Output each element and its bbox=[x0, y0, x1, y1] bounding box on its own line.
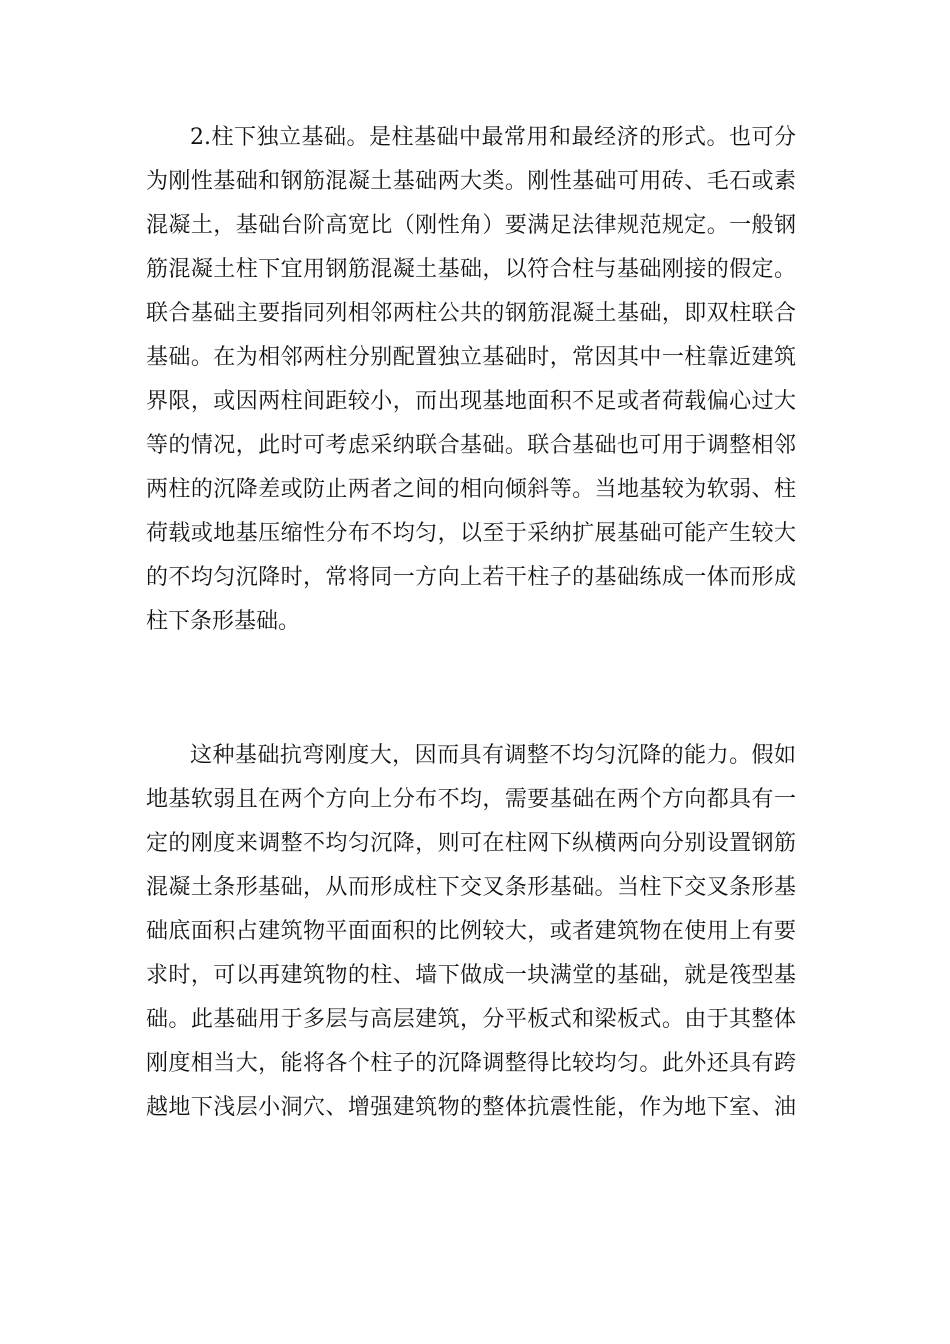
paragraph-line: 定的刚度来调整不均匀沉降，则可在柱网下纵横两向分别设置钢筋 bbox=[146, 831, 796, 856]
paragraph-line: 2.柱下独立基础。是柱基础中最常用和最经济的形式。也可分 bbox=[190, 125, 796, 150]
paragraph-line: 荷载或地基压缩性分布不均匀，以至于采纳扩展基础可能产生较大 bbox=[146, 521, 796, 546]
paragraph-line: 界限，或因两柱间距较小，而出现基地面积不足或者荷载偏心过大 bbox=[146, 389, 796, 414]
paragraph-line: 求时，可以再建筑物的柱、墙下做成一块满堂的基础，就是筏型基 bbox=[146, 963, 796, 988]
paragraph-line: 越地下浅层小洞穴、增强建筑物的整体抗震性能，作为地下室、油 bbox=[146, 1095, 796, 1120]
paragraph-line: 等的情况，此时可考虑采纳联合基础。联合基础也可用于调整相邻 bbox=[146, 433, 796, 458]
paragraph-line: 筋混凝土柱下宜用钢筋混凝土基础，以符合柱与基础刚接的假定。 bbox=[146, 257, 796, 282]
paragraph-line: 刚度相当大，能将各个柱子的沉降调整得比较均匀。此外还具有跨 bbox=[146, 1051, 796, 1076]
paragraph-line: 混凝土，基础台阶高宽比（刚性角）要满足法律规范规定。一般钢 bbox=[146, 213, 796, 238]
paragraph-line: 这种基础抗弯刚度大，因而具有调整不均匀沉降的能力。假如 bbox=[190, 743, 796, 768]
paragraph-line: 的不均匀沉降时，常将同一方向上若干柱子的基础练成一体而形成 bbox=[146, 565, 796, 590]
paragraph-line: 联合基础主要指同列相邻两柱公共的钢筋混凝土基础，即双柱联合 bbox=[146, 301, 796, 326]
paragraph-line: 柱下条形基础。 bbox=[146, 609, 301, 634]
paragraph-2 bbox=[146, 734, 796, 1130]
paragraph-1 bbox=[146, 116, 796, 644]
paragraph-line: 混凝土条形基础，从而形成柱下交叉条形基础。当柱下交叉条形基 bbox=[146, 875, 796, 900]
paragraph-line: 础底面积占建筑物平面面积的比例较大，或者建筑物在使用上有要 bbox=[146, 919, 796, 944]
paragraph-line: 础。此基础用于多层与高层建筑，分平板式和梁板式。由于其整体 bbox=[146, 1007, 796, 1032]
paragraph-line: 为刚性基础和钢筋混凝土基础两大类。刚性基础可用砖、毛石或素 bbox=[146, 169, 796, 194]
paragraph-line: 基础。在为相邻两柱分别配置独立基础时，常因其中一柱靠近建筑 bbox=[146, 345, 796, 370]
paragraph-line: 地基软弱且在两个方向上分布不均，需要基础在两个方向都具有一 bbox=[146, 787, 796, 812]
paragraph-line: 两柱的沉降差或防止两者之间的相向倾斜等。当地基较为软弱、柱 bbox=[146, 477, 796, 502]
